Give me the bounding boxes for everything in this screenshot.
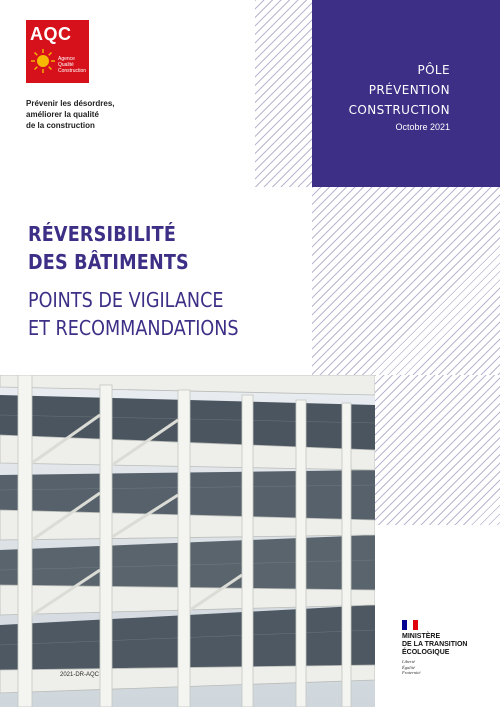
logo-line: Agence	[58, 56, 75, 62]
tagline-line: améliorer la qualité	[26, 110, 99, 119]
ministry-logo	[402, 620, 467, 676]
tagline-line: de la construction	[26, 121, 95, 130]
motto-line: Égalité	[402, 664, 415, 670]
document-title: DES BÂTIMENTS	[28, 250, 189, 274]
logo-line: Qualité	[58, 62, 74, 68]
hatch-pattern-left	[255, 0, 312, 187]
publication-date: Octobre 2021	[395, 122, 450, 132]
logo-line: Construction	[58, 68, 87, 74]
document-title: RÉVERSIBILITÉ	[28, 222, 177, 246]
ministry-line: ÉCOLOGIQUE	[402, 649, 450, 656]
hatch-pattern-top	[312, 187, 500, 375]
motto-line: Fraternité	[402, 670, 421, 675]
tagline-line: Prévenir les désordres,	[26, 99, 115, 108]
pole-line: PRÉVENTION	[368, 83, 450, 97]
ministry-line: MINISTÈRE	[402, 633, 441, 640]
logo-subtitle	[58, 56, 86, 74]
document-subtitle: POINTS DE VIGILANCE	[28, 288, 224, 312]
ministry-line: DE LA TRANSITION	[402, 641, 468, 648]
pole-box	[312, 0, 500, 187]
aqc-logo	[26, 20, 89, 83]
motto-line: Liberté	[402, 659, 415, 664]
hatch-pattern-right	[375, 375, 500, 525]
pole-line: PÔLE	[417, 63, 450, 77]
logo-acronym: AQC	[30, 24, 72, 44]
photo-credit: 2021-DR-AQC	[60, 672, 100, 678]
building-photo	[0, 375, 375, 707]
document-subtitle: ET RECOMMANDATIONS	[28, 316, 239, 340]
french-flag-icon	[402, 620, 418, 630]
pole-line: CONSTRUCTION	[348, 103, 450, 117]
sun-icon	[30, 48, 56, 74]
